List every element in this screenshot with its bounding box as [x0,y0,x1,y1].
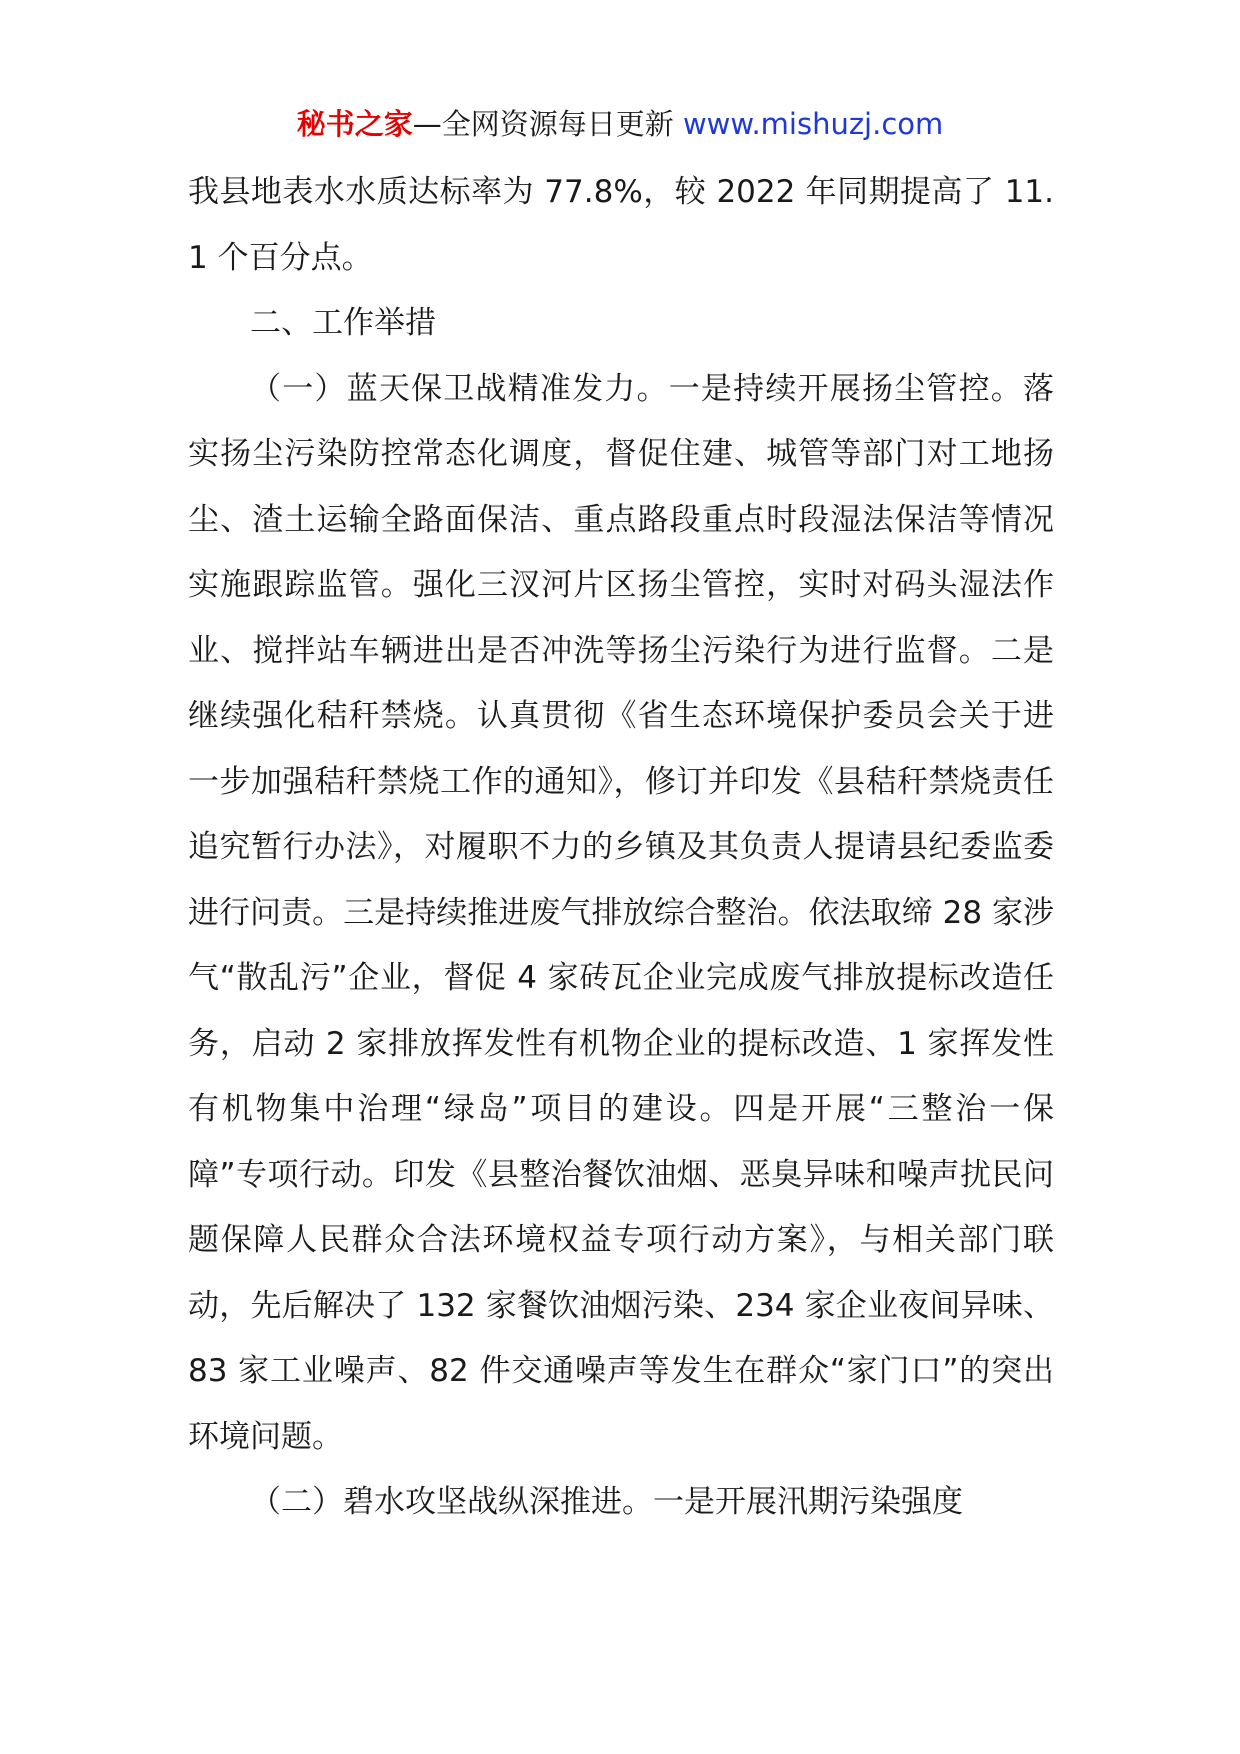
paragraph-blue-sky: （一）蓝天保卫战精准发力。一是持续开展扬尘管控。落实扬尘污染防控常态化调度，督促住建、城管等部门对工地扬尘、渣土运输全路面保洁、重点路段重点时段湿法保洁等情况实施跟踪监管。强化三汊河片区扬尘管控，实时对码头湿法作业、搅拌站车辆进出是否冲洗等扬尘污染行为进行监督。二是继续强化秸秆禁烧。认真贯彻《省生态环境保护委员会关于进一步加强秸秆禁烧工作的通知》，修订并印发《县秸秆禁烧责任追究暂行办法》，对履职不力的乡镇及其负责人提请县纪委监委进行问责。三是持续推进废气排放综合整治。依法取缔 28 家涉气“散乱污”企业，督促 4 家砖瓦企业完成废气排放提标改造任务，启动 2 家排放挥发性有机物企业的提标改造、1 家挥发性有机物集中治理“绿岛”项目的建设。四是开展“三整治一保障”专项行动。印发《县整治餐饮油烟、恶臭异味和噪声扰民问题保障人民群众合法环境权益专项行动方案》，与相关部门联动，先后解决了 132 家餐饮油烟污染、234 家企业夜间异味、83 家工业噪声、82 件交通噪声等发生在群众“家门口”的突出环境问题。 [188,370,1054,1455]
paragraph-water-quality: 我县地表水水质达标率为 77.8%，较 2022 年同期提高了 11.1 个百分点。 [188,174,1054,276]
site-brand: 秘书之家 [296,107,413,141]
site-tagline: —全网资源每日更新 [412,107,674,141]
site-header [0,103,1240,145]
section-heading-work-measures: 二、工作举措 [250,305,436,341]
document-body [188,160,1054,1536]
site-url-link[interactable]: www.mishuzj.com [682,107,944,141]
paragraph-clear-water: （二）碧水攻坚战纵深推进。一是开展汛期污染强度 [250,1484,963,1520]
